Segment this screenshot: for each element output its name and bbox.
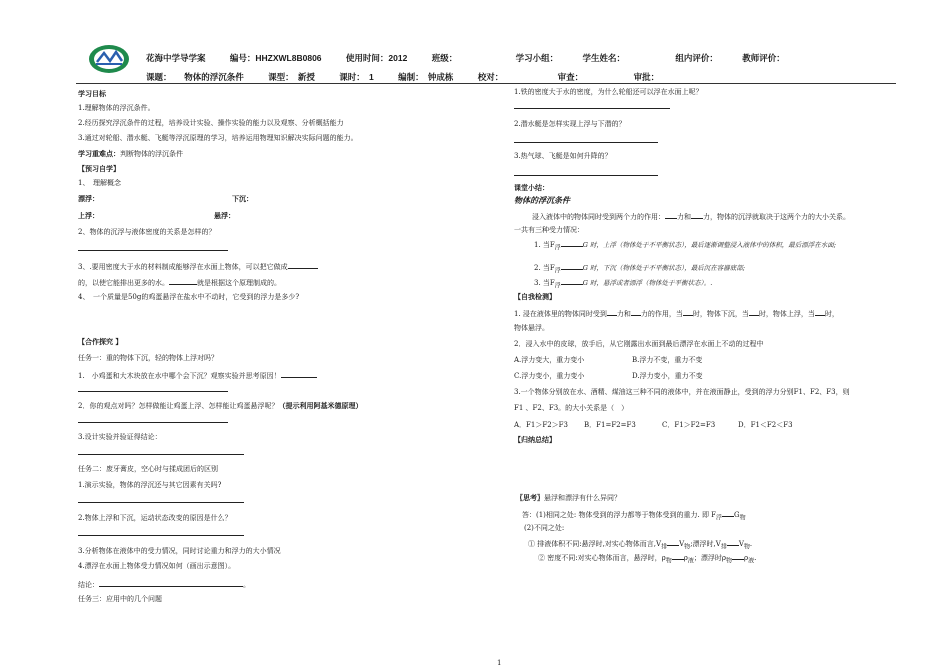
summary-line-2: 一共有三种受力情况： bbox=[514, 226, 584, 234]
test-1: 1. 浸在液体里的物体同时受到 力和 力的作用，当 时，物体下沉，当 时，物体上浮，当 时， bbox=[514, 310, 839, 318]
task-2-q3: 3.分析物体在液体中的受力情况，同时讨论重力和浮力的大小情况 bbox=[78, 547, 281, 555]
preview-3a: 3、.要用密度大于水的材料制成能够浮在水面上物体，可以把它做成 bbox=[78, 261, 318, 271]
preview-2: 2、物体的沉浮与液体密度的关系是怎样的？ bbox=[78, 228, 216, 236]
goal-3: 3.通过对轮船、潜水艇、飞艇等浮沉原理的学习，培养运用物理知识解决实际问题的能力。 bbox=[78, 134, 358, 142]
induction-title: 【归纳总结】 bbox=[514, 435, 556, 444]
task-3: 任务三：应用中的几个问题 bbox=[78, 595, 162, 603]
case-3: 3. 当$F_浮$ G 时，悬浮或者漂浮（物体处于平衡状态）。. bbox=[534, 279, 713, 290]
test-2-option-d[interactable]: D.浮力变小，重力不变 bbox=[632, 372, 703, 380]
goal-title: 学习目标 bbox=[78, 89, 106, 98]
conclusion-line: 结论： 。 bbox=[78, 581, 250, 589]
case-1: 1. 当$F_浮$ G 时，上浮（物体处于不平衡状态），最后逐渐调整浸入液体中的体积，最后漂浮在水面; bbox=[534, 241, 836, 252]
rise-label: 上浮： bbox=[78, 211, 99, 220]
answer-line bbox=[514, 175, 658, 176]
answer-line bbox=[78, 535, 244, 536]
header-divider bbox=[76, 83, 896, 84]
approve-label: 审批： bbox=[633, 72, 660, 82]
page-number: 1 bbox=[497, 659, 502, 667]
header-row-1 bbox=[146, 53, 807, 63]
preview-title: 【预习自学】 bbox=[78, 164, 120, 173]
doc-code: 编号：HHZXWL8B0806 bbox=[229, 53, 322, 63]
task-2: 任务二：废牙膏皮，空心时与揉成团后的区别 bbox=[78, 465, 218, 473]
group-label: 学习小组： bbox=[515, 53, 559, 63]
summary-line-1: 浸入液体中的物体同时受到两个力的作用： 力和 力，物体的沉浮就取决于这两个力的大小关系。 bbox=[532, 213, 850, 221]
student-label: 学生姓名： bbox=[582, 53, 625, 63]
think-question: 〖思考〗悬浮和漂浮有什么异同？ bbox=[516, 493, 621, 502]
sink-label: 下沉： bbox=[232, 194, 253, 203]
task-2-q1: 1.演示实验，物体的浮沉还与其它因素有关吗? bbox=[78, 481, 222, 489]
suspend-label: 悬浮： bbox=[214, 211, 235, 220]
test-2: 2．浸入水中的皮球，放手后，从它刚露出水面到最后漂浮在水面上不动的过程中 bbox=[514, 340, 764, 348]
answer-2: (2)不同之处: bbox=[524, 524, 565, 532]
answer-4: ② 密度不同:对实心物体而言，悬浮时，$\rho_物$ $\rho_液$；漂浮时$\rho_物$ $\rho_液$. bbox=[538, 554, 757, 565]
left-column bbox=[78, 86, 498, 616]
preview-1: 1、 理解概念 bbox=[78, 179, 121, 187]
answer-line bbox=[78, 391, 228, 392]
answer-line bbox=[514, 142, 658, 143]
answer-1: 答：(1)相同之处: 物体受到的浮力都等于物体受到的重力. 即 $F_浮$ $G_物$ bbox=[522, 511, 746, 522]
answer-line bbox=[78, 502, 244, 503]
test-1-cont: 物体悬浮。 bbox=[514, 324, 549, 332]
type-label: 课型： 新授 bbox=[268, 72, 315, 82]
school-logo-icon bbox=[88, 44, 130, 74]
right-column bbox=[514, 86, 904, 616]
class-label: 班级： bbox=[431, 53, 458, 63]
test-3-option-d[interactable]: D．F1＜F2＜F3 bbox=[738, 421, 793, 429]
task-2-q2: 2.物体上浮和下沉，运动状态改变的原因是什么？ bbox=[78, 514, 232, 522]
header-row-2 bbox=[146, 72, 681, 82]
float-label: 漂浮： bbox=[78, 194, 99, 203]
preview-4: 4、 一个质量是50g的鸡蛋悬浮在盐水中不动时，它受到的浮力是多少? bbox=[78, 293, 300, 301]
coop-title: 【合作探究 】 bbox=[78, 337, 123, 346]
test-3: 3.一个物体分别放在水、酒精、煤油这三种不同的液体中，并在液面静止，受到的浮力分别F1、F2、F3，则 bbox=[514, 388, 850, 396]
key-points: 学习重难点：判断物体的浮沉条件 bbox=[78, 149, 183, 158]
school-name: 花海中学导学案 bbox=[146, 53, 206, 63]
test-2-option-c[interactable]: C.浮力变小，重力变小 bbox=[514, 372, 585, 380]
review-label: 审查： bbox=[557, 72, 584, 82]
self-test-title: 【自我检测】 bbox=[514, 292, 556, 301]
use-time: 使用时间：2012 bbox=[345, 53, 408, 63]
task-1-q1: 1. 小鸡蛋和大木块放在水中哪个会下沉？观察实验并思考原因！ bbox=[78, 370, 317, 380]
summary-title: 课堂小结： bbox=[514, 183, 549, 192]
test-3-cont: F1 、F2、F3。的大小关系是（ ） bbox=[514, 404, 629, 412]
topic-label: 课题： 物体的浮沉条件 bbox=[146, 72, 244, 82]
answer-line bbox=[78, 422, 228, 423]
preview-3b: 的，以使它能排出更多的水。 就是根据这个原理制成的。 bbox=[78, 279, 281, 287]
task-1-q2: 2．你的观点对吗？怎样做能让鸡蛋上浮、怎样能让鸡蛋悬浮呢？（提示利用阿基米德原理） bbox=[78, 401, 363, 410]
task-1: 任务一：重的物体下沉，轻的物体上浮对吗？ bbox=[78, 354, 218, 362]
editor-label: 编制： 钟成栋 bbox=[398, 72, 454, 82]
group-eval-label: 组内评价： bbox=[675, 53, 718, 63]
app-q1: 1.铁的密度大于水的密度，为什么轮船还可以浮在水面上呢？ bbox=[514, 88, 703, 96]
test-3-option-c[interactable]: C．F1＞F2=F3 bbox=[662, 421, 716, 429]
hours-label: 课时： 1 bbox=[339, 72, 374, 82]
test-3-option-a[interactable]: A．F1＞F2＞F3 bbox=[514, 421, 568, 429]
test-2-option-a[interactable]: A.浮力变大，重力变小 bbox=[514, 356, 585, 364]
answer-3: ① 排液体积不同:悬浮时,对实心物体而言$,V_排$ $V_物$;漂浮时$,V_排$ $V_物$. bbox=[528, 540, 753, 551]
case-2: 2. 当$F_浮$ G 时，下沉（物体处于不平衡状态），最后沉在容器底部; bbox=[534, 264, 745, 275]
goal-2: 2.经历探究浮沉条件的过程，培养设计实验、操作实验的能力以及观察、分析概括能力 bbox=[78, 119, 344, 127]
summary-handwritten-title: 物体的浮沉条件 bbox=[514, 195, 570, 205]
test-3-option-b[interactable]: B．F1=F2=F3 bbox=[584, 421, 636, 429]
answer-line bbox=[78, 454, 244, 455]
test-2-option-b[interactable]: B.浮力不变，重力不变 bbox=[632, 356, 703, 364]
goal-1: 1.理解物体的浮沉条件。 bbox=[78, 104, 155, 112]
answer-line bbox=[514, 108, 670, 109]
teacher-eval-label: 教师评价： bbox=[742, 53, 785, 63]
answer-line bbox=[78, 250, 228, 251]
proofread-label: 校对： bbox=[477, 72, 504, 82]
task-1-q3: 3.设计实验并验证得结论： bbox=[78, 433, 162, 441]
task-2-q4: 4.漂浮在水面上物体受力情况如何（画出示意图）。 bbox=[78, 562, 236, 570]
app-q3: 3.热气球、飞艇是如何升降的？ bbox=[514, 152, 612, 160]
app-q2: 2.潜水艇是怎样实现上浮与下潜的？ bbox=[514, 120, 626, 128]
